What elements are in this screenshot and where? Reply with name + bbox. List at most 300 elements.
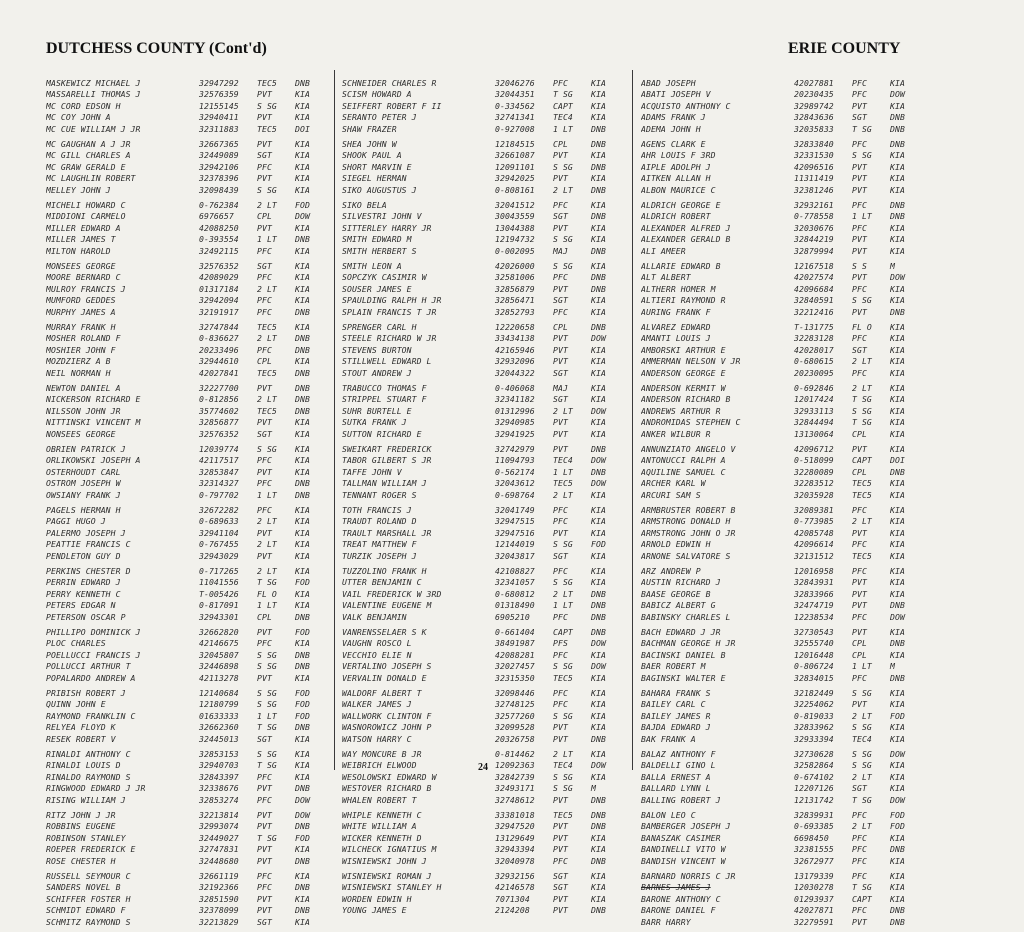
roster-entry bbox=[46, 444, 327, 455]
status: KIA bbox=[591, 394, 606, 405]
serial-number: 32576352 bbox=[199, 261, 239, 271]
roster-entry bbox=[46, 368, 327, 379]
rank: PFC bbox=[852, 611, 867, 622]
roster-entry bbox=[342, 882, 623, 893]
name-group bbox=[46, 322, 327, 383]
serial-number: 20326758 bbox=[495, 733, 535, 744]
roster-entry bbox=[641, 627, 922, 638]
soldier-name: ALEXANDER GERALD B bbox=[641, 234, 731, 245]
status: KIA bbox=[890, 100, 905, 111]
soldier-name: ADEMA JOHN H bbox=[641, 123, 701, 134]
serial-number: 12091101 bbox=[495, 161, 535, 172]
name-group bbox=[641, 810, 922, 871]
status: M bbox=[591, 783, 596, 794]
soldier-name: WAY MONCURE B JR bbox=[342, 749, 422, 759]
rank: 2 LT bbox=[257, 539, 277, 550]
soldier-name: WISNIEWSKI JOHN J bbox=[342, 855, 427, 866]
roster-entry bbox=[46, 124, 327, 135]
roster-entry bbox=[641, 467, 922, 478]
soldier-name: VAIL FREDERICK W 3RD bbox=[342, 588, 442, 599]
rank: PFC bbox=[553, 505, 568, 515]
rank: S SG bbox=[852, 688, 872, 698]
rank: PFC bbox=[852, 832, 867, 843]
status: DNB bbox=[591, 600, 606, 611]
soldier-name: BALLA ERNEST A bbox=[641, 771, 711, 782]
status: KIA bbox=[591, 871, 606, 881]
soldier-name: WHIPLE KENNETH C bbox=[342, 810, 422, 820]
roster-entry bbox=[46, 246, 327, 257]
soldier-name: TRAULT MARSHALL JR bbox=[342, 527, 432, 538]
status: KIA bbox=[890, 234, 905, 245]
roster-entry bbox=[342, 89, 623, 100]
status: KIA bbox=[591, 672, 606, 683]
status: KIA bbox=[890, 871, 905, 881]
rank: PVT bbox=[553, 344, 568, 355]
serial-number: 42165946 bbox=[495, 344, 535, 355]
roster-entry bbox=[46, 856, 327, 867]
soldier-name: MURRAY FRANK H bbox=[46, 322, 116, 332]
soldier-name: AURING FRANK F bbox=[641, 306, 711, 317]
roster-entry bbox=[46, 356, 327, 367]
status: FOD bbox=[890, 710, 905, 721]
serial-number: 32131512 bbox=[794, 550, 834, 561]
status: KIA bbox=[295, 283, 310, 294]
serial-number: 12180799 bbox=[199, 699, 239, 710]
serial-number: 42028017 bbox=[794, 344, 834, 355]
roster-entry bbox=[641, 223, 922, 234]
roster-entry bbox=[641, 551, 922, 562]
status: KIA bbox=[295, 89, 310, 100]
status: KIA bbox=[591, 699, 606, 710]
status: DOW bbox=[890, 89, 905, 100]
serial-number: 32283128 bbox=[794, 333, 834, 344]
serial-number: 32941925 bbox=[495, 428, 535, 439]
status: KIA bbox=[295, 550, 310, 561]
rank: PFC bbox=[852, 844, 867, 855]
serial-number: 0-814462 bbox=[495, 749, 535, 759]
status: DNB bbox=[591, 905, 606, 916]
soldier-name: NITTINSKI VINCENT M bbox=[46, 417, 141, 428]
soldier-name: SCHMIDT EDWARD F bbox=[46, 905, 126, 916]
roster-entry bbox=[641, 162, 922, 173]
roster-entry bbox=[342, 749, 623, 760]
soldier-name: BANDISH VINCENT W bbox=[641, 855, 726, 866]
roster-entry bbox=[46, 295, 327, 306]
soldier-name: BAHARA FRANK S bbox=[641, 688, 711, 698]
rank: PFC bbox=[852, 871, 867, 881]
serial-number: 32040978 bbox=[495, 855, 535, 866]
serial-number: 12016958 bbox=[794, 566, 834, 576]
rank: 1 LT bbox=[257, 234, 277, 245]
serial-number: 01633333 bbox=[199, 710, 239, 721]
serial-number: 0-762384 bbox=[199, 200, 239, 210]
soldier-name: ARMSTRONG DONALD H bbox=[641, 516, 731, 527]
roster-entry bbox=[641, 261, 922, 272]
status: KIA bbox=[591, 222, 606, 233]
rank: PFC bbox=[553, 306, 568, 317]
serial-number: 32213829 bbox=[199, 916, 239, 927]
soldier-name: BAMBERGER JOSEPH J bbox=[641, 821, 731, 832]
soldier-name: TREAT MATTHEW F bbox=[342, 539, 417, 550]
status: DNB bbox=[295, 383, 310, 393]
serial-number: 32582864 bbox=[794, 760, 834, 771]
status: KIA bbox=[890, 322, 905, 332]
roster-entry bbox=[46, 185, 327, 196]
serial-number: 0-806724 bbox=[794, 661, 834, 672]
status: DOW bbox=[591, 455, 606, 466]
rank: PFC bbox=[852, 505, 867, 515]
soldier-name: TABOR GILBERT S JR bbox=[342, 455, 432, 466]
status: KIA bbox=[591, 722, 606, 733]
status: KIA bbox=[295, 638, 310, 649]
status: KIA bbox=[591, 771, 606, 782]
rank: SGT bbox=[257, 916, 272, 927]
roster-entry bbox=[342, 821, 623, 832]
serial-number: 6905210 bbox=[495, 611, 530, 622]
status: DOW bbox=[295, 794, 310, 805]
soldier-name: ALI AMEER bbox=[641, 245, 686, 256]
roster-entry bbox=[342, 101, 623, 112]
status: FOD bbox=[295, 710, 310, 721]
soldier-name: QUINN JOHN E bbox=[46, 699, 106, 710]
rank: S SG bbox=[257, 749, 277, 759]
roster-entry bbox=[641, 566, 922, 577]
status: DNB bbox=[591, 733, 606, 744]
soldier-name: ANTONUCCI RALPH A bbox=[641, 455, 726, 466]
rank: PVT bbox=[852, 600, 867, 611]
status: DNB bbox=[295, 405, 310, 416]
rank: PFC bbox=[852, 367, 867, 378]
soldier-name: MUMFORD GEDDES bbox=[46, 295, 116, 306]
serial-number: 12131742 bbox=[794, 794, 834, 805]
roster-entry bbox=[46, 429, 327, 440]
rank: PFC bbox=[553, 200, 568, 210]
soldier-name: RISING WILLIAM J bbox=[46, 794, 126, 805]
roster-entry bbox=[342, 490, 623, 501]
roster-entry bbox=[46, 833, 327, 844]
roster-entry bbox=[342, 406, 623, 417]
roster-entry bbox=[641, 711, 922, 722]
roster-entry bbox=[342, 383, 623, 394]
soldier-name: MIDDIONI CARMELO bbox=[46, 211, 126, 222]
serial-number: 32940985 bbox=[495, 417, 535, 428]
rank: PVT bbox=[257, 893, 272, 904]
serial-number: 32381246 bbox=[794, 184, 834, 195]
serial-number: 32449027 bbox=[199, 832, 239, 843]
serial-number: 32279591 bbox=[794, 916, 834, 927]
roster-entry bbox=[342, 223, 623, 234]
roster-entry bbox=[342, 307, 623, 318]
rank: PVT bbox=[553, 333, 568, 344]
rank: CPL bbox=[257, 611, 272, 622]
roster-entry bbox=[641, 539, 922, 550]
serial-number: 32833962 bbox=[794, 722, 834, 733]
soldier-name: ROBBINS EUGENE bbox=[46, 821, 116, 832]
serial-number: 32043612 bbox=[495, 478, 535, 489]
rank: PVT bbox=[852, 916, 867, 927]
roster-entry bbox=[641, 528, 922, 539]
soldier-name: PALERMO JOSEPH J bbox=[46, 527, 126, 538]
roster-entry bbox=[641, 833, 922, 844]
serial-number: 32856879 bbox=[495, 283, 535, 294]
rank: 2 LT bbox=[257, 566, 277, 576]
soldier-name: VERVALIN DONALD E bbox=[342, 672, 427, 683]
roster-entry bbox=[342, 467, 623, 478]
status: DNB bbox=[295, 882, 310, 893]
rank: PFC bbox=[257, 245, 272, 256]
soldier-name: VECCHIO ELIE N bbox=[342, 649, 412, 660]
roster-entry bbox=[46, 307, 327, 318]
rank: 2 LT bbox=[553, 405, 573, 416]
soldier-name: SIKO BELA bbox=[342, 200, 387, 210]
rank: TEC4 bbox=[553, 760, 573, 771]
rank: S SG bbox=[553, 539, 573, 550]
name-group bbox=[641, 627, 922, 688]
soldier-name: PERRY KENNETH C bbox=[46, 588, 121, 599]
rank: S SG bbox=[257, 100, 277, 111]
status: KIA bbox=[295, 150, 310, 161]
status: KIA bbox=[890, 855, 905, 866]
serial-number: 32943301 bbox=[199, 611, 239, 622]
serial-number: 12017424 bbox=[794, 394, 834, 405]
serial-number: 32098439 bbox=[199, 184, 239, 195]
serial-number: 32098446 bbox=[495, 688, 535, 698]
serial-number: 42088281 bbox=[495, 649, 535, 660]
serial-number: 32940411 bbox=[199, 112, 239, 123]
status: FOD bbox=[591, 539, 606, 550]
column-divider bbox=[334, 70, 335, 770]
serial-number: 32283512 bbox=[794, 478, 834, 489]
soldier-name: WILCHECK IGNATIUS M bbox=[342, 844, 437, 855]
rank: PVT bbox=[553, 821, 568, 832]
soldier-name: BALLARD LYNN L bbox=[641, 783, 711, 794]
serial-number: 32941104 bbox=[199, 527, 239, 538]
rank: FL O bbox=[257, 588, 277, 599]
roster-entry bbox=[342, 455, 623, 466]
status: KIA bbox=[890, 245, 905, 256]
soldier-name: MILLER JAMES T bbox=[46, 234, 116, 245]
status: DNB bbox=[890, 638, 905, 649]
serial-number: 13179339 bbox=[794, 871, 834, 881]
status: M bbox=[890, 661, 895, 672]
serial-number: 32041749 bbox=[495, 505, 535, 515]
serial-number: 42113278 bbox=[199, 672, 239, 683]
status: KIA bbox=[295, 100, 310, 111]
soldier-name: TURZIK JOSEPH J bbox=[342, 550, 417, 561]
name-group bbox=[342, 627, 623, 688]
roster-entry bbox=[342, 429, 623, 440]
serial-number: 32035928 bbox=[794, 489, 834, 500]
status: KIA bbox=[295, 672, 310, 683]
serial-number: 0-661404 bbox=[495, 627, 535, 637]
serial-number: 0-778558 bbox=[794, 211, 834, 222]
name-group bbox=[641, 566, 922, 627]
roster-entry bbox=[46, 162, 327, 173]
soldier-name: BABINSKY CHARLES L bbox=[641, 611, 731, 622]
soldier-name: MILLER EDWARD A bbox=[46, 222, 121, 233]
soldier-name: AMBORSKI ARTHUR E bbox=[641, 344, 726, 355]
status: DNB bbox=[295, 722, 310, 733]
serial-number: 32947520 bbox=[495, 821, 535, 832]
soldier-name: SWEIKART FREDERICK bbox=[342, 444, 432, 454]
serial-number: 32381555 bbox=[794, 844, 834, 855]
roster-entry bbox=[46, 722, 327, 733]
status: KIA bbox=[890, 771, 905, 782]
serial-number: 32933113 bbox=[794, 405, 834, 416]
soldier-name: SERANTO PETER J bbox=[342, 112, 417, 123]
rank: S SG bbox=[257, 184, 277, 195]
status: KIA bbox=[591, 383, 606, 393]
status: DOW bbox=[890, 272, 905, 283]
serial-number: 7071304 bbox=[495, 893, 530, 904]
serial-number: 01293937 bbox=[794, 893, 834, 904]
rank: T SG bbox=[553, 89, 573, 100]
status: KIA bbox=[591, 89, 606, 100]
soldier-name: BALON LEO C bbox=[641, 810, 696, 820]
soldier-name: RAYMOND FRANKLIN C bbox=[46, 710, 136, 721]
serial-number: 32853847 bbox=[199, 466, 239, 477]
soldier-name: MC CORD EDSON H bbox=[46, 100, 121, 111]
rank: S SG bbox=[257, 444, 277, 454]
roster-entry bbox=[342, 112, 623, 123]
status: DNB bbox=[591, 322, 606, 332]
serial-number: 32942025 bbox=[495, 173, 535, 184]
rank: T SG bbox=[257, 577, 277, 588]
status: DNB bbox=[890, 844, 905, 855]
serial-number: 32843397 bbox=[199, 771, 239, 782]
soldier-name: SOUSER JAMES E bbox=[342, 283, 412, 294]
serial-number: 20230435 bbox=[794, 89, 834, 100]
status: DNB bbox=[591, 283, 606, 294]
rank: PVT bbox=[257, 810, 272, 820]
name-group bbox=[342, 261, 623, 322]
serial-number: 33434138 bbox=[495, 333, 535, 344]
status: KIA bbox=[591, 78, 606, 88]
soldier-name: SANDERS NOVEL B bbox=[46, 882, 121, 893]
status: KIA bbox=[890, 760, 905, 771]
status: DNB bbox=[591, 161, 606, 172]
soldier-name: WALLWORK CLINTON F bbox=[342, 710, 432, 721]
rank: PVT bbox=[553, 444, 568, 454]
roster-entry bbox=[46, 467, 327, 478]
roster-entry bbox=[342, 894, 623, 905]
rank: 2 LT bbox=[257, 283, 277, 294]
serial-number: 32581006 bbox=[495, 272, 535, 283]
serial-number: 12184515 bbox=[495, 139, 535, 149]
soldier-name: ALDRICH ROBERT bbox=[641, 211, 711, 222]
rank: S SG bbox=[553, 771, 573, 782]
rank: S SG bbox=[852, 295, 872, 306]
roster-entry bbox=[641, 173, 922, 184]
serial-number: 32843931 bbox=[794, 577, 834, 588]
serial-number: T-131775 bbox=[794, 322, 834, 332]
status: DNB bbox=[591, 123, 606, 134]
rank: 2 LT bbox=[553, 489, 573, 500]
roster-entry bbox=[46, 211, 327, 222]
roster-entry bbox=[641, 356, 922, 367]
roster-entry bbox=[342, 368, 623, 379]
name-group bbox=[342, 322, 623, 383]
rank: CAPT bbox=[852, 893, 872, 904]
roster-entry bbox=[46, 505, 327, 516]
rank: PFC bbox=[852, 283, 867, 294]
soldier-name: TALLMAN WILLIAM J bbox=[342, 478, 427, 489]
roster-entry bbox=[46, 772, 327, 783]
rank: SGT bbox=[852, 783, 867, 794]
soldier-name: ANDERSON GEORGE E bbox=[641, 367, 726, 378]
status: KIA bbox=[890, 222, 905, 233]
roster-entry bbox=[641, 112, 922, 123]
serial-number: 0-836627 bbox=[199, 333, 239, 344]
rank: SGT bbox=[553, 211, 568, 222]
soldier-name: STEELE RICHARD W JR bbox=[342, 333, 437, 344]
status: KIA bbox=[591, 832, 606, 843]
roster-entry bbox=[342, 688, 623, 699]
serial-number: 32044322 bbox=[495, 367, 535, 378]
status: KIA bbox=[890, 428, 905, 439]
rank: PFC bbox=[257, 295, 272, 306]
roster-entry bbox=[46, 589, 327, 600]
status: DNB bbox=[890, 466, 905, 477]
serial-number: 0-680812 bbox=[495, 588, 535, 599]
roster-entry bbox=[46, 139, 327, 150]
soldier-name: ADAMS FRANK J bbox=[641, 112, 706, 123]
soldier-name: BARNARD NORRIS C JR bbox=[641, 871, 736, 881]
rank: PVT bbox=[553, 733, 568, 744]
roster-entry bbox=[342, 833, 623, 844]
serial-number: 01312996 bbox=[495, 405, 535, 416]
status: KIA bbox=[295, 588, 310, 599]
serial-number: 32741341 bbox=[495, 112, 535, 123]
roster-entry bbox=[641, 505, 922, 516]
status: DNB bbox=[295, 394, 310, 405]
status: DNB bbox=[890, 123, 905, 134]
soldier-name: AIPLE ADOLPH J bbox=[641, 161, 711, 172]
roster-entry bbox=[342, 673, 623, 684]
status: DNB bbox=[591, 821, 606, 832]
roster-entry bbox=[641, 78, 922, 89]
rank: 2 LT bbox=[553, 749, 573, 759]
roster-entry bbox=[46, 600, 327, 611]
rank: PVT bbox=[852, 627, 867, 637]
roster-entry bbox=[342, 856, 623, 867]
roster-entry bbox=[342, 528, 623, 539]
status: DOW bbox=[591, 638, 606, 649]
rank: PVT bbox=[553, 844, 568, 855]
rank: CPL bbox=[852, 466, 867, 477]
status: DNB bbox=[591, 211, 606, 222]
soldier-name: YOUNG JAMES E bbox=[342, 905, 407, 916]
serial-number: 20233496 bbox=[199, 344, 239, 355]
rank: PVT bbox=[257, 844, 272, 855]
serial-number: 32555740 bbox=[794, 638, 834, 649]
soldier-name: ALVAREZ EDWARD bbox=[641, 322, 711, 332]
status: DNB bbox=[591, 466, 606, 477]
name-group bbox=[641, 688, 922, 749]
rank: PFC bbox=[257, 638, 272, 649]
status: KIA bbox=[890, 566, 905, 576]
status: DNB bbox=[591, 611, 606, 622]
status: DOW bbox=[591, 478, 606, 489]
soldier-name: POELLUCCI FRANCIS J bbox=[46, 649, 141, 660]
rank: PVT bbox=[852, 699, 867, 710]
soldier-name: MOZDZIERZ A B bbox=[46, 356, 111, 367]
roster-entry bbox=[641, 429, 922, 440]
status: KIA bbox=[890, 527, 905, 538]
soldier-name: TRABUCCO THOMAS F bbox=[342, 383, 427, 393]
status: KIA bbox=[890, 367, 905, 378]
serial-number: 0-808161 bbox=[495, 184, 535, 195]
